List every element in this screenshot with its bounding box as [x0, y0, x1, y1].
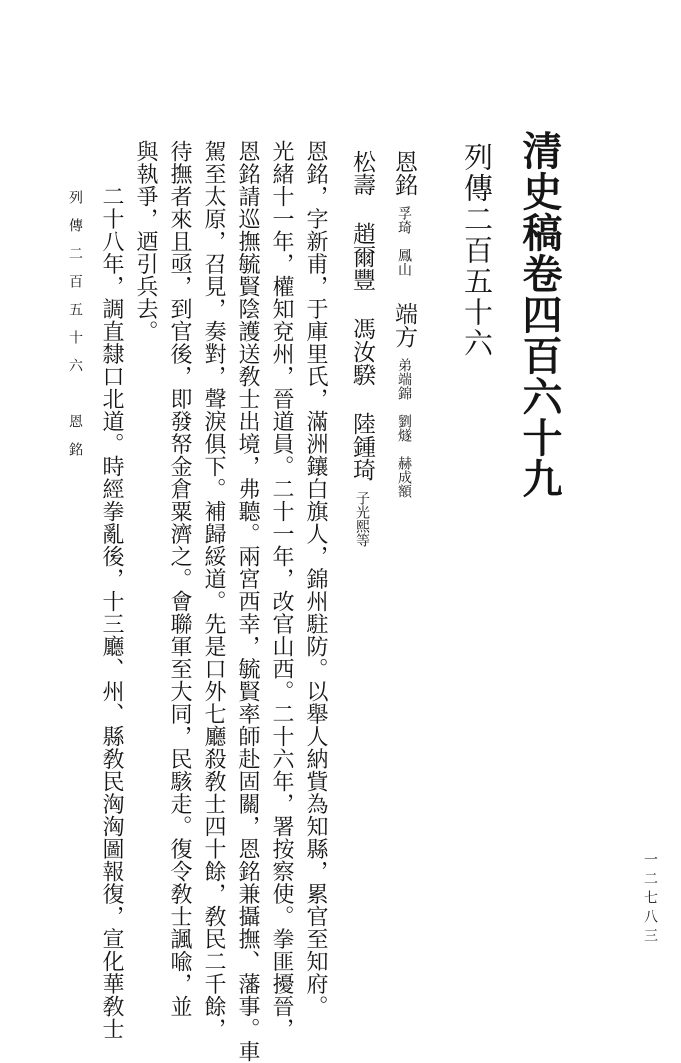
running-head: 列傳二百五十六 恩銘: [67, 190, 83, 470]
chapter-subtitle: 列傳二百五十六: [460, 142, 494, 359]
body-line: 光緒十一年，權知兗州，晉道員。二十一年，改官山西。二十六年，署按察使。拳匪擾晉，: [269, 140, 294, 1040]
person-name: 陸鍾琦: [349, 412, 375, 481]
body-line: 駕至太原，召見，奏對，聲淚俱下。補歸綏道。先是口外七廳殺敎士四十餘，敎民二千餘，: [201, 140, 226, 1040]
person-name: 馮汝騤: [349, 317, 375, 386]
person-note: 弟端錦 劉燧 赫成額: [396, 358, 412, 498]
page-number: 一二七八三: [642, 852, 658, 947]
body-line: 恩銘，字新甫，于庫里氏，滿洲鑲白旗人，錦州駐防。以舉人納貲為知縣，累官至知府。: [303, 140, 328, 1018]
person-name: 恩銘: [391, 150, 417, 196]
person-name: 端方: [391, 302, 417, 348]
body-line: 與執爭，迺引兵去。: [133, 140, 158, 343]
volume-title: 清史稿卷四百六十九: [516, 130, 563, 499]
body-line: 恩銘請巡撫毓賢陰護送敎士出境，弗聽。兩宮西幸，毓賢率師赴固關，恩銘兼攝撫、藩事。車: [235, 140, 260, 1063]
persons-list-row1: [390, 150, 418, 498]
person-name: 趙爾豐: [349, 222, 375, 291]
persons-list-row2: [348, 150, 376, 547]
person-name: 松壽: [349, 150, 375, 196]
body-line: 待撫者來且亟，到官後，即發帑金倉粟濟之。會聯軍至大同，民駭走。復令敎士諷喩，並: [167, 140, 192, 1018]
person-note: 子光熙等: [354, 491, 370, 547]
body-line: 二十八年，調直隸口北道。時經拳亂後，十三廳、州、縣敎民洶洶圖報復，宣化華敎士: [99, 140, 124, 1040]
person-note: 孚琦 鳳山: [396, 206, 412, 276]
